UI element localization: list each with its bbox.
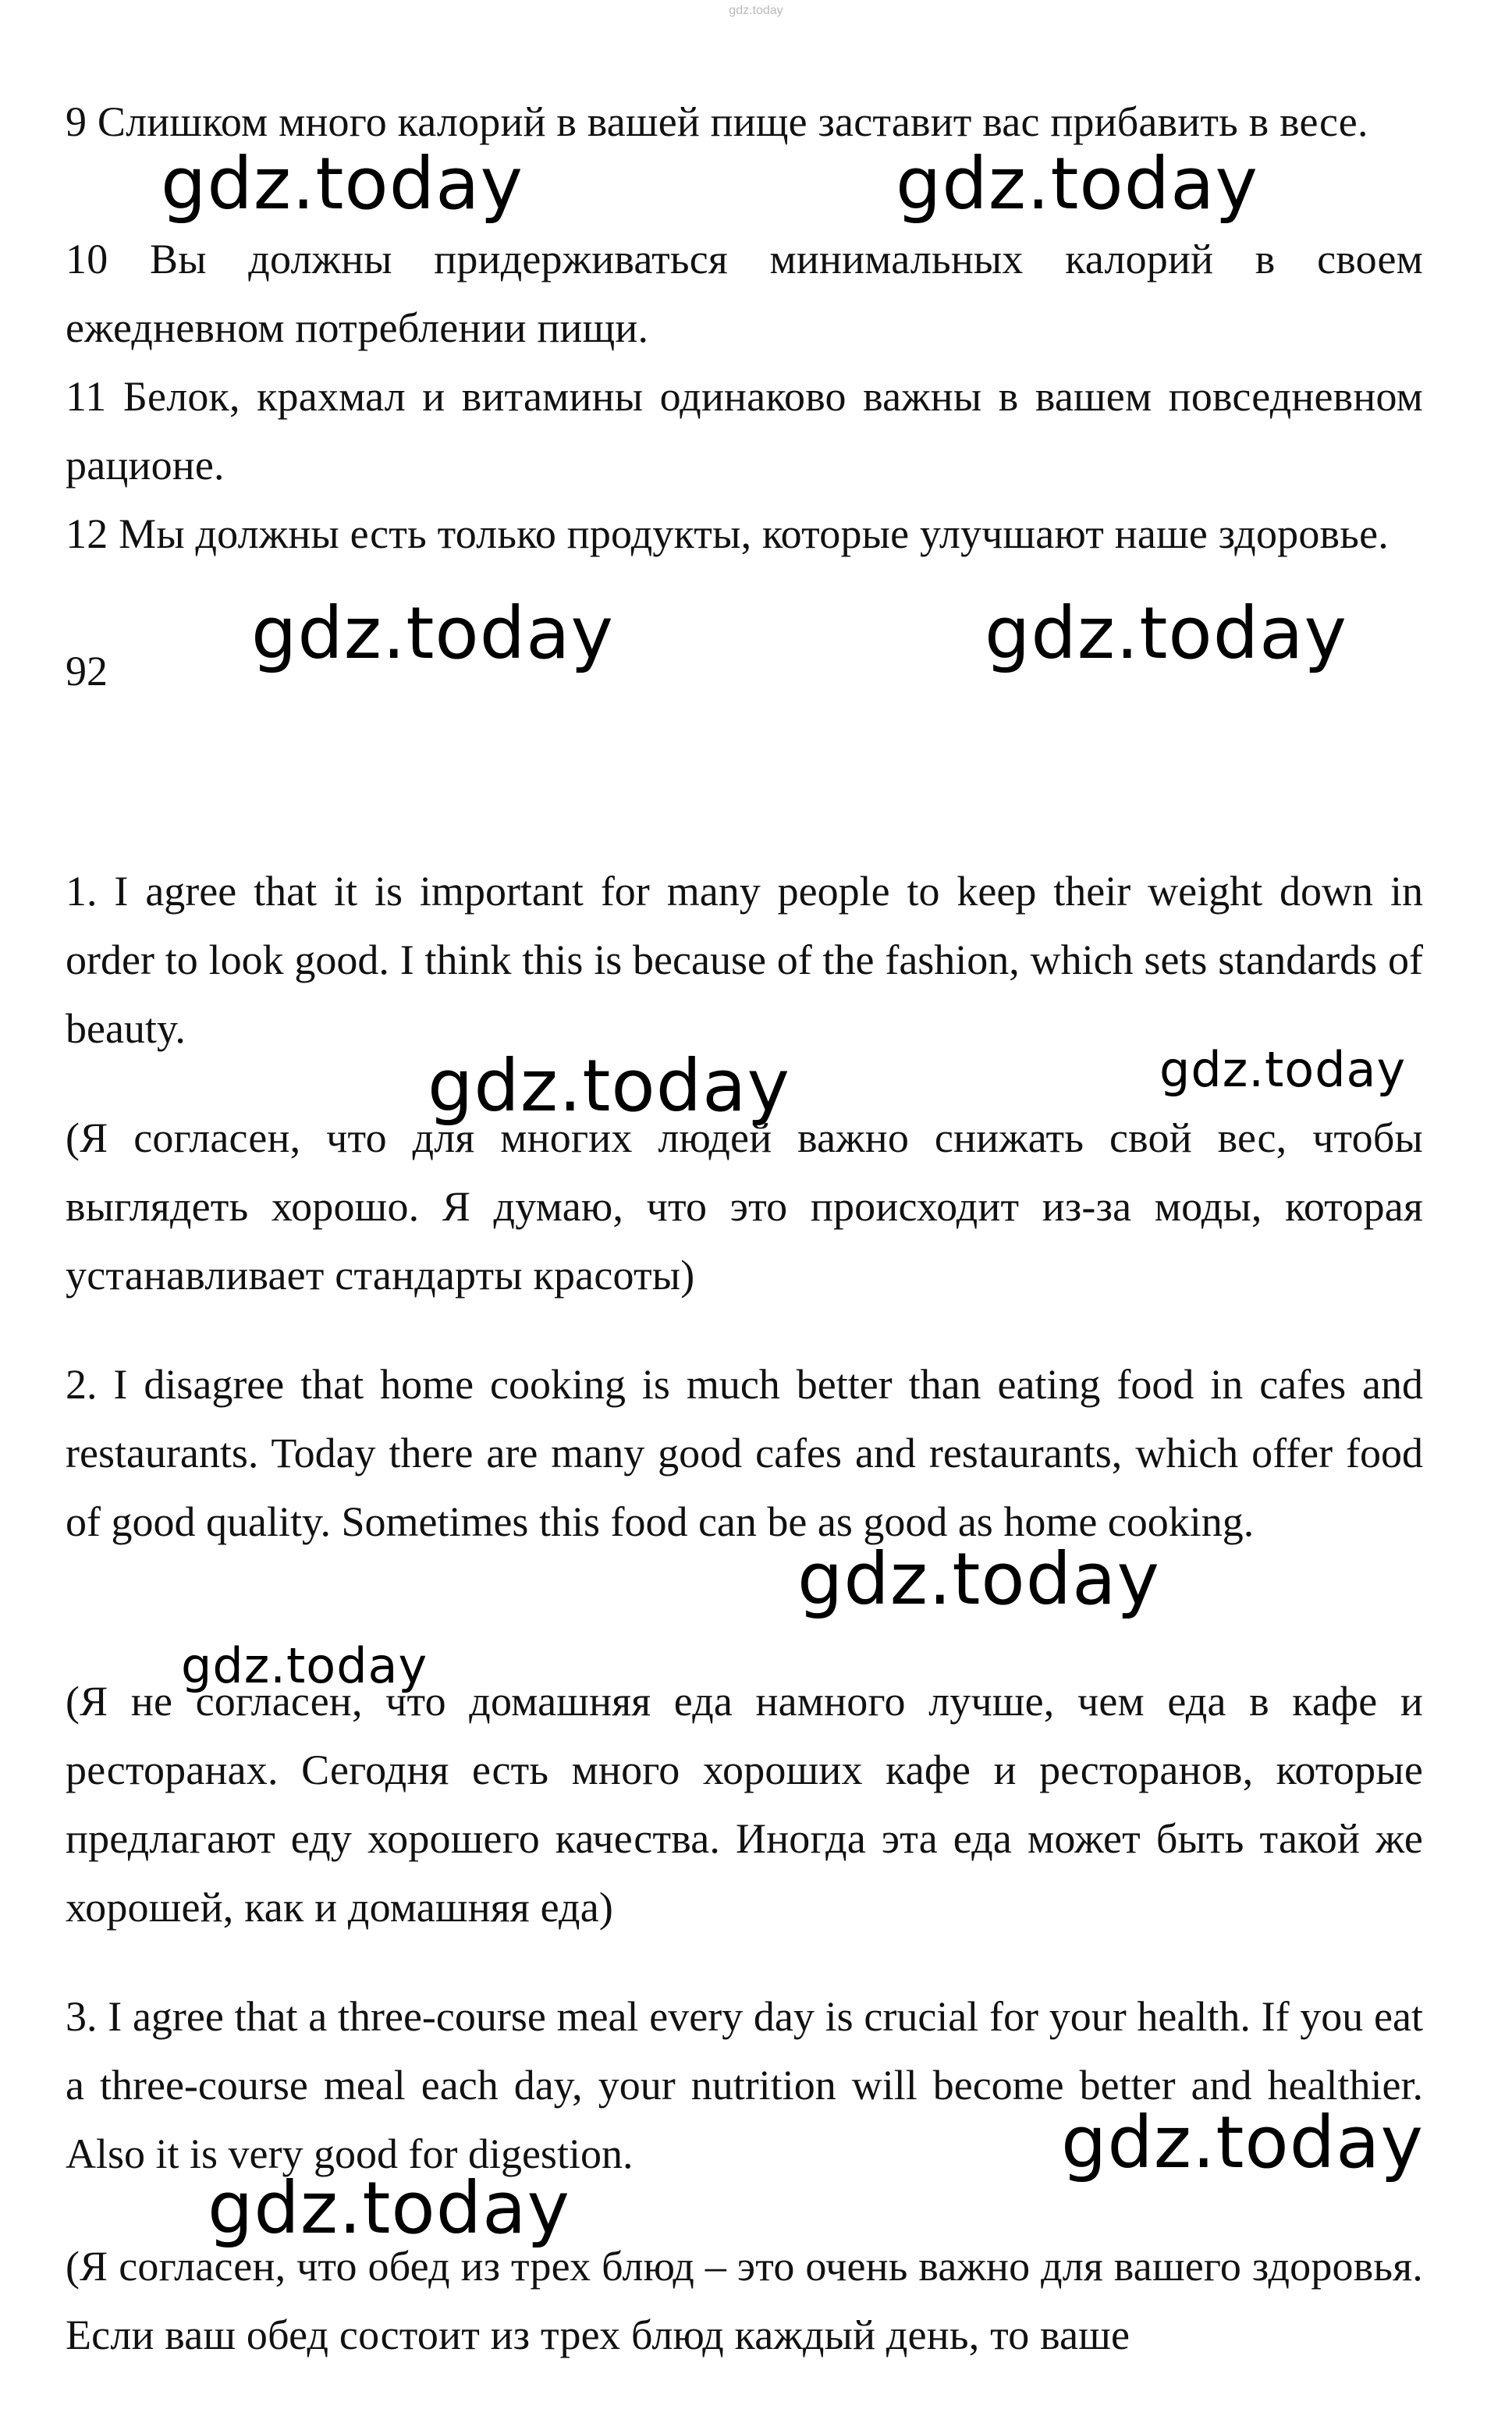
watermark: gdz.today xyxy=(1159,1041,1407,1098)
watermark: gdz.today xyxy=(161,142,524,226)
watermark: gdz.today xyxy=(985,592,1347,675)
watermark: gdz.today xyxy=(1061,2101,1424,2184)
item-text: Мы должны есть только продукты, которые улучшают наше здоровье. xyxy=(119,510,1389,557)
list-item xyxy=(66,87,1423,156)
list-item xyxy=(66,362,1423,499)
item-text: Слишком много калорий в вашей пище заставит вас прибавить в весе. xyxy=(97,98,1368,145)
item-text: Вы должны придерживаться минимальных калорий в своем ежедневном потреблении пищи. xyxy=(66,236,1423,351)
item-number: 10 xyxy=(66,236,108,282)
list-item xyxy=(66,499,1423,568)
watermark: gdz.today xyxy=(797,1537,1160,1621)
watermark: gdz.today xyxy=(896,142,1258,226)
watermark: gdz.today xyxy=(208,2166,570,2250)
watermark: gdz.today xyxy=(428,1044,790,1128)
answer-russian: (Я согласен, что для многих людей важно снижать свой вес, чтобы выглядеть хорошо. Я думаю, что это происходит из-за моды, которая устанавливает стандарты красоты) xyxy=(66,1114,1423,1299)
item-number: 11 xyxy=(66,373,107,420)
list-item xyxy=(66,225,1423,362)
answer-english: 1. I agree that it is important for many people to keep their weight down in order to look good. I think this is because of the fashion, which sets standards of beauty. xyxy=(66,868,1423,1052)
site-mark: gdz.today xyxy=(729,4,783,17)
answer-english: 2. I disagree that home cooking is much better than eating food in cafes and restaurants. Today there are many good cafes and restaurants, which offer food of good quality. Sometimes this food can be as good as home cooking. xyxy=(66,1361,1423,1545)
watermark: gdz.today xyxy=(251,592,614,675)
item-text: Белок, крахмал и витамины одинаково важны в вашем повседневном рационе. xyxy=(66,373,1423,489)
page-number: 92 xyxy=(66,648,108,695)
answer-russian: (Я согласен, что обед из трех блюд – это очень важно для вашего здоровья. Если ваш обед состоит из трех блюд каждый день, то ваше xyxy=(66,2243,1423,2358)
answer-russian: (Я не согласен, что домашняя еда намного лучше, чем еда в кафе и ресторанах. Сегодня есть много хороших кафе и ресторанов, которые предлагают еду хорошего качества. Иногда эта еда может быть такой же хорошей, как и домашняя еда) xyxy=(66,1678,1423,1931)
answer-english: 3. I agree that a three-course meal every day is crucial for your health. If you eat a three-course meal each day, your nutrition will become better and healthier. Also it is very good for digestion. xyxy=(66,1993,1423,2177)
watermark: gdz.today xyxy=(181,1637,428,1694)
item-number: 9 xyxy=(66,98,87,145)
item-number: 12 xyxy=(66,510,108,557)
